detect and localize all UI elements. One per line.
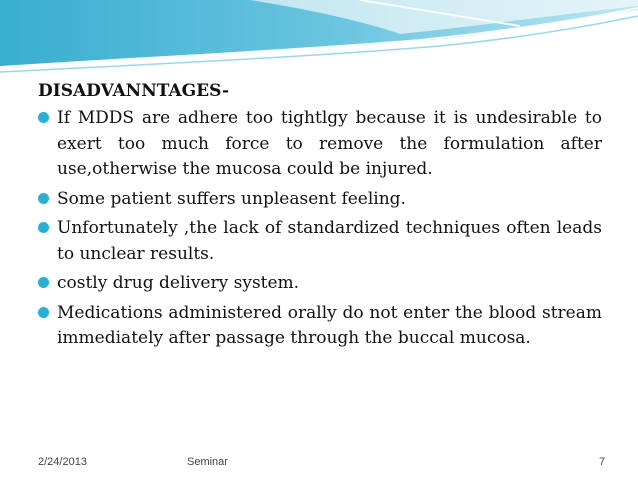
bullet-item	[38, 271, 602, 297]
bullet-text: costly drug delivery system.	[57, 273, 300, 293]
bullet-dot-icon	[38, 112, 49, 123]
slide-content	[38, 78, 602, 356]
footer-date: 2/24/2013	[38, 456, 87, 468]
bullet-dot-icon	[38, 193, 49, 204]
bullet-item	[38, 187, 602, 213]
footer-label: Seminar	[187, 456, 228, 468]
bullet-dot-icon	[38, 277, 49, 288]
bullet-item	[38, 106, 602, 183]
bullet-text: Some patient suffers unpleasent feeling.	[57, 188, 406, 209]
bullet-list	[38, 106, 602, 352]
bullet-item	[38, 301, 602, 352]
bullet-dot-icon	[38, 307, 49, 318]
bullet-text: Medications administered orally do not enter the blood stream immediately after passage through the buccal mucosa.	[57, 302, 602, 348]
header-wave-decoration	[0, 0, 638, 80]
bullet-item	[38, 216, 602, 267]
bullet-text: Unfortunately ,the lack of standardized techniques often leads to unclear results.	[57, 218, 602, 264]
bullet-dot-icon	[38, 222, 49, 233]
slide-heading: DISADVANNTAGES-	[38, 81, 230, 101]
bullet-text: If MDDS are adhere too tightlgy because it is undesirable to exert too much force to remove the formulation after use,otherwise the mucosa could be injured.	[57, 108, 602, 179]
page-number: 7	[599, 456, 606, 468]
